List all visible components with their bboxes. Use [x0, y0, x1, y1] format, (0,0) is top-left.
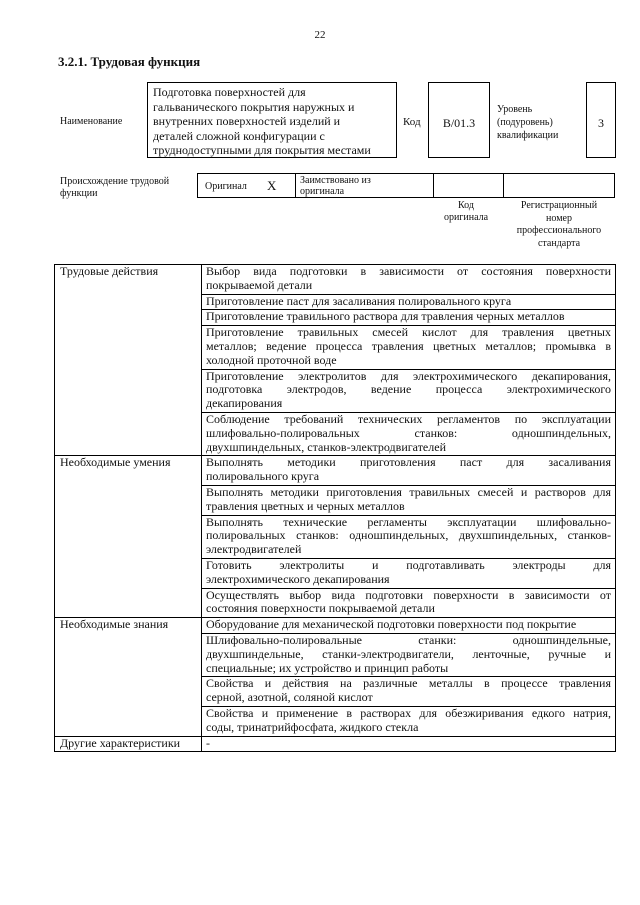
item-line: Оборудование для механической подготовки поверхности под покрытие — [206, 617, 577, 632]
item-line: специальные; их устройство и принцип работы — [206, 660, 449, 675]
item-line: электрохимического декапирования — [206, 571, 390, 586]
item-line: Свойства и действия на различные металлы в процессе травления — [206, 676, 611, 691]
item-line: полировального круга — [206, 469, 320, 484]
item-cell — [202, 633, 616, 676]
item-line: травления цветных и черных металлов — [206, 498, 405, 513]
item-line: двухшпиндельных, станков-электродвигателей — [206, 439, 446, 454]
item-line: Выполнять методики приготовления паст для засаливания — [206, 455, 611, 470]
original-mark: X — [267, 178, 277, 193]
item-line: покрываемой детали — [206, 277, 313, 292]
item-line: Приготовление травильных смесей кислот для травления цветных — [206, 325, 611, 340]
item-line: соды, тринатрийфосфата, жидкого стекла — [206, 719, 419, 734]
item-cell — [202, 588, 616, 618]
function-name-box — [147, 82, 397, 158]
borrowed-label — [300, 175, 371, 197]
origin-row — [197, 173, 615, 198]
origin-label — [60, 176, 195, 200]
origin-label-line: Происхождение трудовой — [60, 176, 170, 187]
item-cell — [202, 618, 616, 634]
item-line: Выбор вида подготовки в зависимости от состояния поверхности — [206, 264, 611, 278]
level-box — [586, 82, 616, 158]
item-line: декапирования — [206, 396, 283, 411]
level-label — [497, 103, 558, 142]
item-cell — [202, 294, 616, 310]
code-box — [428, 82, 490, 158]
level-label-line: квалификации — [497, 130, 559, 141]
section-title: 3.2.1. Трудовая функция — [58, 54, 201, 69]
item-cell — [202, 412, 616, 455]
caption-line: номер — [546, 212, 572, 224]
item-line: металлов; ведение процесса травления цветных металлов; промывка в — [206, 338, 611, 353]
item-line: состояния поверхности покрываемой детали — [206, 601, 435, 616]
borrowed-line: оригинала — [300, 186, 345, 197]
category-cell: Другие характеристики — [55, 736, 202, 752]
item-cell — [202, 515, 616, 558]
item-cell — [202, 558, 616, 588]
item-line: серной, азотной, соляной кислот — [206, 690, 373, 705]
reg-number-caption — [503, 200, 615, 250]
borrowed-line: Заимствовано из — [300, 175, 371, 186]
item-line: Приготовление электролитов для электрохимического декапирования, — [206, 368, 611, 383]
item-cell — [202, 677, 616, 707]
item-line: Готовить электролиты и подготавливать электроды для — [206, 557, 611, 572]
item-line: двухшпиндельные, станки-электродвигатели, ленточные, ручные и — [206, 646, 611, 661]
origin-divider — [433, 174, 434, 197]
function-name-line: гальванического покрытия наружных и — [153, 99, 355, 114]
table-row — [55, 618, 616, 634]
origin-divider — [295, 174, 296, 197]
item-cell — [202, 310, 616, 326]
caption-line: Код — [458, 200, 474, 211]
code-original-caption — [432, 200, 500, 224]
code-value: B/01.3 — [442, 116, 476, 130]
item-cell — [202, 326, 616, 369]
item-cell — [202, 265, 616, 295]
level-label-line: Уровень — [497, 104, 533, 115]
item-line: Приготовление паст для засаливания полировального круга — [206, 293, 512, 308]
original-label: Оригинал — [205, 181, 247, 192]
item-cell — [202, 706, 616, 736]
item-line: Выполнять методики приготовления травильных смесей и растворов для — [206, 484, 611, 499]
item-line: электродвигателей — [206, 542, 302, 557]
item-line: Выполнять технические регламенты эксплуатации шлифовально- — [206, 514, 611, 529]
item-line: холодной проточной воде — [206, 352, 337, 367]
table-row — [55, 456, 616, 486]
item-line: Осуществлять выбор вида подготовки поверхности в зависимости от — [206, 587, 611, 602]
origin-divider — [503, 174, 504, 197]
item-line: - — [206, 735, 210, 750]
category-cell: Необходимые умения — [55, 456, 202, 618]
caption-line: Регистрационный — [520, 200, 598, 211]
level-value: 3 — [598, 116, 604, 130]
name-label: Наименование — [60, 116, 123, 127]
caption-line: оригинала — [443, 212, 489, 223]
function-name-line: Подготовка поверхностей для — [153, 85, 306, 99]
origin-label-line: функции — [60, 188, 98, 199]
item-line: Приготовление травильного раствора для травления черных металлов — [206, 309, 565, 324]
item-cell — [202, 456, 616, 486]
function-table — [54, 264, 616, 752]
caption-line: стандарта — [537, 237, 581, 249]
function-name-line: внутренних поверхностей изделий и — [153, 114, 341, 128]
code-label: Код — [403, 116, 421, 128]
item-line: подготовка электродов, ведение процесса электрохимического — [206, 382, 611, 397]
item-cell — [202, 736, 616, 752]
category-cell: Необходимые знания — [55, 618, 202, 736]
function-name-line: труднодоступными для покрытия местами — [153, 143, 371, 157]
caption-line: профессионального — [516, 225, 602, 236]
level-label-line: (подуровень) — [497, 117, 553, 128]
item-line: шлифовально-полировальных станков: одношпиндельных, — [206, 425, 611, 440]
item-cell — [202, 485, 616, 515]
item-line: Шлифовально-полировальные станки: одношпиндельные, — [206, 632, 611, 647]
function-name-line: деталей сложной конфигурации с — [153, 128, 325, 143]
category-cell: Трудовые действия — [55, 265, 202, 456]
table-row — [55, 736, 616, 752]
item-line: Свойства и применение в растворах для обезжиривания едкого натрия, — [206, 705, 611, 720]
table-row — [55, 265, 616, 295]
item-line: полировальных станков: одношпиндельных, двухшпиндельных, станков- — [206, 528, 611, 543]
item-line: Соблюдение требований технических регламентов по эксплуатации — [206, 411, 611, 426]
item-cell — [202, 369, 616, 412]
page-number: 22 — [314, 29, 326, 41]
